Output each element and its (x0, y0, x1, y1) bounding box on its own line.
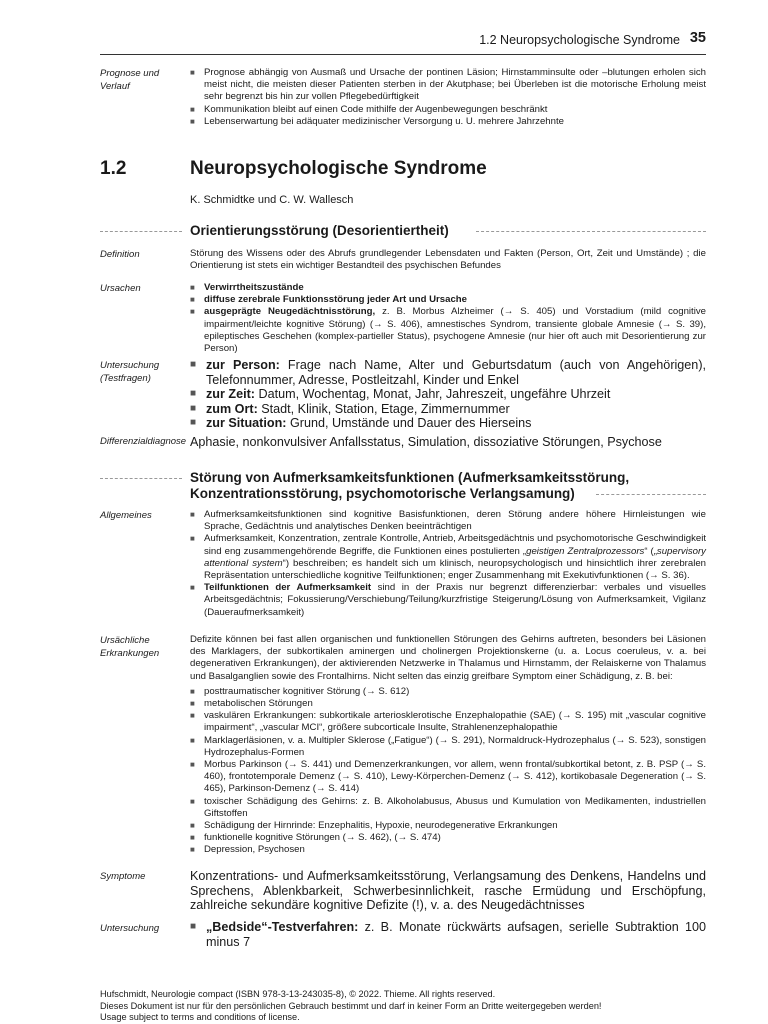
item-bold: zur Situation: (206, 416, 287, 431)
list-item (190, 282, 706, 294)
list-item: ■ Morbus Parkinson (→ S. 441) und Demenzerkrankungen, vor allem, wenn frontal/subkortikal betont, z. B. PSP (→ S. 460), frontotemporale Demenz (→ S. 410), Lewy-Körperchen-Demenz (→ S. 412), kortikobasale Degeneration (→ S. 465), Parkinson-Demenz (→ S. 414) (190, 759, 706, 796)
definition-label: Definition (100, 249, 140, 260)
item-text: Stadt, Klinik, Station, Etage, Zimmernummer (257, 401, 510, 416)
list-item (190, 402, 706, 417)
subsection-title-attention (190, 470, 629, 502)
ursachen-content (190, 282, 706, 355)
item-bold: diffuse zerebrale Funktionsstörung jeder Art und Ursache (204, 294, 467, 306)
copyright-footer (100, 989, 601, 1024)
item-text: Grund, Umstände und Dauer des Hierseins (286, 416, 532, 431)
item-italic: geistigen Zentralprozessors (526, 545, 645, 557)
list-item: ■ Aufmerksamkeitsfunktionen sind kognitive Basisfunktionen, deren Störung andere höhere Hirnleistungen wie Sprache, Gedächtnis und analytisches Denken beeinträchtigen (190, 509, 706, 533)
list-item: ■ metabolischen Störungen (190, 698, 706, 710)
footer-line: Dieses Dokument ist nur für den persönlichen Gebrauch bestimmt und darf in keiner Form an Dritte weitergegeben werden! (100, 1000, 602, 1011)
list-item: ■ Kommunikation bleibt auf einen Code mithilfe der Augenbewegungen beschränkt (190, 104, 706, 116)
ursaechliche-label: Ursächliche Erkrankungen (100, 635, 160, 659)
list-item (190, 533, 706, 582)
footer-line: Usage subject to terms and conditions of license. (100, 1012, 300, 1022)
differenzialdiagnose-text: Aphasie, nonkonvulsiver Anfallsstatus, Simulation, dissoziative Störungen, Psychose (190, 435, 662, 449)
allgemeines-content (190, 509, 706, 619)
section-number: 1.2 (100, 158, 127, 179)
item-bold: Teilfunktionen der Aufmerksamkeit (204, 582, 372, 594)
list-item (190, 387, 706, 402)
list-item (190, 582, 706, 619)
item-text: Aufmerksamkeit, Konzentration, zentrale Kontrolle, Antrieb, Arbeitsgedächtnis und psychomotorische Geschwindigkeit sind eng zusammengehörende Begriffe, die Funktionen eines postulierten „ (204, 533, 706, 557)
ursachen-label: Ursachen (100, 283, 141, 294)
list-item (190, 306, 706, 355)
prognose-content (190, 67, 706, 128)
untersuchung2-content (190, 920, 706, 949)
list-item: ■ posttraumatischer kognitiver Störung (→ S. 612) (190, 686, 706, 698)
section-title: Neuropsychologische Syndrome (190, 158, 487, 179)
item-text: “) beschreiben; es handelt sich um klinisch, neuropsychologisch und hinsichtlich ihrer zerebralen Repräsentation unterschiedliche kognitive Teilfunktionen; enger Zusammenhang mit Exekutivfunktionen (→ S. 36). (204, 557, 707, 582)
item-bold: Verwirrtheitszustände (204, 282, 304, 293)
list-item (190, 920, 706, 949)
list-item (190, 294, 706, 306)
item-text: Frage nach Name, Alter und Geburtsdatum (auch von Angehörigen), Telefonnummer, Adresse, Postleitzahl, Kinder und Enkel (206, 358, 707, 387)
item-bold: zum Ort: (206, 401, 258, 416)
symptome-text: Konzentrations- und Aufmerksamkeitsstörung, Verlangsamung des Denkens, Handelns und Sprechens, Ablenkbarkeit, Schwerbesinnlichkeit, rasche Ermüdung und Erschöpfung, zahlreiche sekundäre kognitive Defizite (!), v. a. des Neugedächtnisses (190, 869, 706, 913)
subsection-title-orientation: Orientierungsstörung (Desorientiertheit) (190, 223, 449, 238)
divider (476, 231, 706, 232)
page-header (100, 28, 706, 55)
subsection-title-line: Störung von Aufmerksamkeitsfunktionen (Aufmerksamkeitsstörung, (190, 470, 630, 485)
footer-line: Hufschmidt, Neurologie compact (ISBN 978-3-13-243035-8), © 2022. Thieme. All rights reserved. (100, 989, 496, 999)
differenzialdiagnose-label: Differenzialdiagnose (100, 436, 187, 447)
list-item (190, 416, 706, 431)
untersuchung2-label: Untersuchung (100, 923, 160, 934)
item-italic: supervisory attentional system (204, 545, 706, 569)
list-item: ■ Lebenserwartung bei adäquater medizinischer Versorgung u. U. mehrere Jahrzehnte (190, 116, 706, 128)
item-bold: „Bedside“-Testverfahren: (206, 920, 359, 934)
prognose-label: Prognose und Verlauf (100, 68, 160, 92)
running-title: 1.2 Neuropsychologische Syndrome (479, 33, 680, 47)
list-item (190, 358, 706, 387)
symptome-label: Symptome (100, 871, 146, 882)
item-bold: ausgeprägte Neugedächtnisstörung, (204, 306, 376, 318)
item-bold: zur Zeit: (206, 387, 255, 402)
item-text: z. B. Morbus Alzheimer (→ S. 405) und Vorstadium (mild cognitive impairment/leichte kognitive Störung) (→ S. 406), amnestisches Syndrom, transiente globale Amnesie (→ S. 39), epileptisches Geschehen (komplex-partieller Status), psychogene Amnesie (nur hier oft auch mit Desorientierung zur Person) (204, 306, 706, 355)
divider (100, 231, 182, 232)
list-item: ■ funktionelle kognitive Störungen (→ S. 462), (→ S. 474) (190, 832, 706, 844)
list-item: ■ Marklagerläsionen, v. a. Multipler Sklerose („Fatigue“) (→ S. 291), Normaldruck-Hydrozephalus (→ S. 523), sonstigen Hydrozephalus-Formen (190, 735, 706, 759)
list-item: ■ Prognose abhängig von Ausmaß und Ursache der pontinen Läsion; Hirnstamminsulte oder –blutungen erholen sich meist nicht, die meisten dieser Patienten sterben in der Akutphase; bei Überleben ist die motorische Erholung meist sehr begrenzt bis hin zur vollen Pflegebedürftigkeit (190, 67, 706, 104)
item-text: Datum, Wochentag, Monat, Jahr, Jahreszeit, ungefähre Uhrzeit (254, 387, 611, 402)
section-authors: K. Schmidtke und C. W. Wallesch (190, 194, 354, 206)
item-text: z. B. Monate rückwärts aufsagen, serielle Subtraktion 100 minus 7 (206, 920, 706, 949)
list-item: ■ Schädigung der Hirnrinde: Enzephalitis, Hypoxie, neurodegenerative Erkrankungen (190, 820, 706, 832)
page-number: 35 (689, 30, 706, 46)
ursaechliche-content (190, 634, 706, 857)
definition-text: Störung des Wissens oder des Abrufs grundlegender Lebensdaten und Fakten (Person, Ort, Zeit und Umstände) ; die Orientierung ist stets ein wichtiger Bestandteil des psychischen Befundes (190, 248, 706, 272)
subsection-title-line: Konzentrationsstörung, psychomotorische Verlangsamung) (190, 486, 575, 501)
item-bold: zur Person: (206, 358, 280, 372)
allgemeines-label: Allgemeines (100, 510, 152, 521)
divider (100, 478, 182, 479)
list-item: ■ Depression, Psychosen (190, 844, 706, 856)
item-text: sind in der Praxis nur begrenzt differenzierbar: verbales und visuelles Arbeitsgedächtnis; Fokussierung/Verschiebung/Teilung/kurzfristige Steigerung/Lösung von Aufmerksamkeit, Vigilanz (Daueraufmerksamkeit) (204, 582, 706, 618)
divider (596, 494, 706, 495)
untersuchung-label: Untersuchung (Testfragen) (100, 360, 160, 384)
item-text: “ („ (644, 545, 657, 557)
untersuchung-content (190, 358, 706, 431)
list-item: ■ toxischer Schädigung des Gehirns: z. B. Alkoholabusus, Abusus und Kumulation von Medikamenten, industriellen Giftstoffen (190, 796, 706, 820)
list-item: ■ vaskulären Erkrankungen: subkortikale arteriosklerotische Enzephalopathie (SAE) (→ S. 195) mit „vascular cognitive impairment“, „vascular MCI“, größere subcorticale Insulte, Strahlenenzephalopathie (190, 710, 706, 734)
ursaechliche-intro: Defizite können bei fast allen organischen und funktionellen Störungen des Gehirns auftreten, besonders bei Läsionen des Marklagers, der subkortikalen aminergen und cholinergen Projektionskerne (u. a. Locus coeruleus, v. a. bei degenerativen Erkrankungen), der aktivierenden Netzwerke in Thalamus und Hirnstamm, der Relaiskerne von Thalamus und Basalganglien sowie des Frontalhirns. Nicht selten das einzig greifbare Symptom einer Schädigung, z. B. bei: (190, 634, 706, 682)
